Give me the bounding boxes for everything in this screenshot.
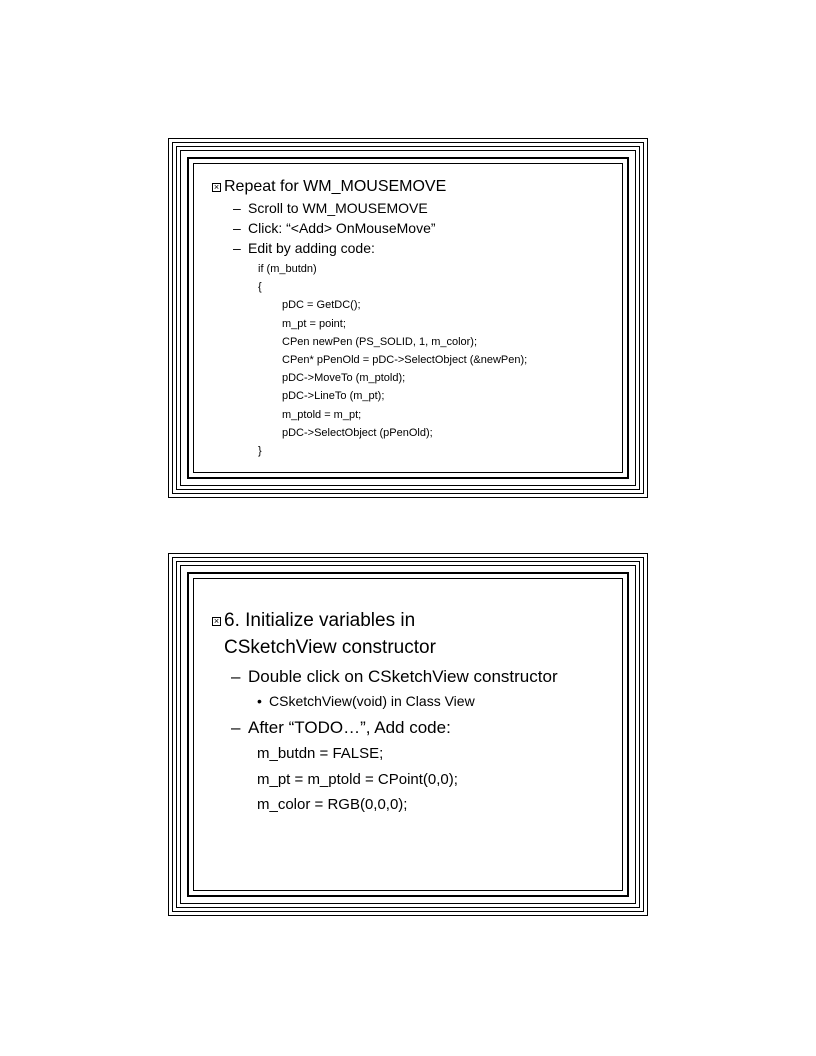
step-item <box>208 714 624 741</box>
step-text: Double click on CSketchView constructor <box>248 667 558 686</box>
code-line: m_color = RGB(0,0,0); <box>257 796 408 813</box>
x-box-bullet-icon: × <box>213 182 220 192</box>
code-line: CPen* pPenOld = pDC->SelectObject (&newPen); <box>282 354 528 367</box>
code-line: m_ptold = m_pt; <box>282 408 362 421</box>
slide-1-content <box>208 176 624 460</box>
x-box-bullet-icon: × <box>213 616 220 626</box>
sub-step-text: CSketchView(void) in Class View <box>269 693 475 709</box>
code-line: pDC->SelectObject (pPenOld); <box>282 426 433 439</box>
step-item <box>208 238 624 258</box>
slide-2 <box>168 553 648 916</box>
code-listing <box>208 260 624 460</box>
step-text: Edit by adding code: <box>248 240 375 256</box>
heading-text: Repeat for WM_MOUSEMOVE <box>224 178 447 195</box>
slide-2-content <box>208 607 624 818</box>
code-line: pDC->MoveTo (m_ptold); <box>282 372 406 385</box>
step-item <box>208 218 624 238</box>
code-line: pDC = GetDC(); <box>282 299 361 312</box>
slide-1 <box>168 138 648 498</box>
code-line: if (m_butdn) <box>258 263 317 275</box>
code-line: CPen newPen (PS_SOLID, 1, m_color); <box>282 335 478 348</box>
sub-step-item <box>208 690 624 712</box>
dash-bullet: – <box>233 220 241 236</box>
dash-bullet: – <box>233 240 241 256</box>
slide-2-heading <box>208 607 624 661</box>
heading-line-1: 6. Initialize variables in <box>224 610 416 631</box>
step-text: Click: “<Add> OnMouseMove” <box>248 220 436 236</box>
step-item <box>208 198 624 218</box>
dot-bullet: • <box>257 693 262 709</box>
code-line: m_butdn = FALSE; <box>257 745 384 762</box>
dash-bullet: – <box>231 718 241 737</box>
code-line: m_pt = m_ptold = CPoint(0,0); <box>257 770 458 788</box>
dash-bullet: – <box>231 667 241 686</box>
code-line: { <box>258 281 262 294</box>
code-line: m_pt = point; <box>282 317 346 330</box>
code-line: pDC->LineTo (m_pt); <box>282 390 385 403</box>
step-item <box>208 663 624 690</box>
step-text: Scroll to WM_MOUSEMOVE <box>248 200 428 216</box>
code-listing <box>208 741 624 818</box>
code-line: } <box>258 445 262 458</box>
heading-line-2: CSketchView constructor <box>224 637 436 658</box>
step-text: After “TODO…”, Add code: <box>248 718 451 737</box>
dash-bullet: – <box>233 200 241 216</box>
slide-1-heading <box>208 176 624 198</box>
